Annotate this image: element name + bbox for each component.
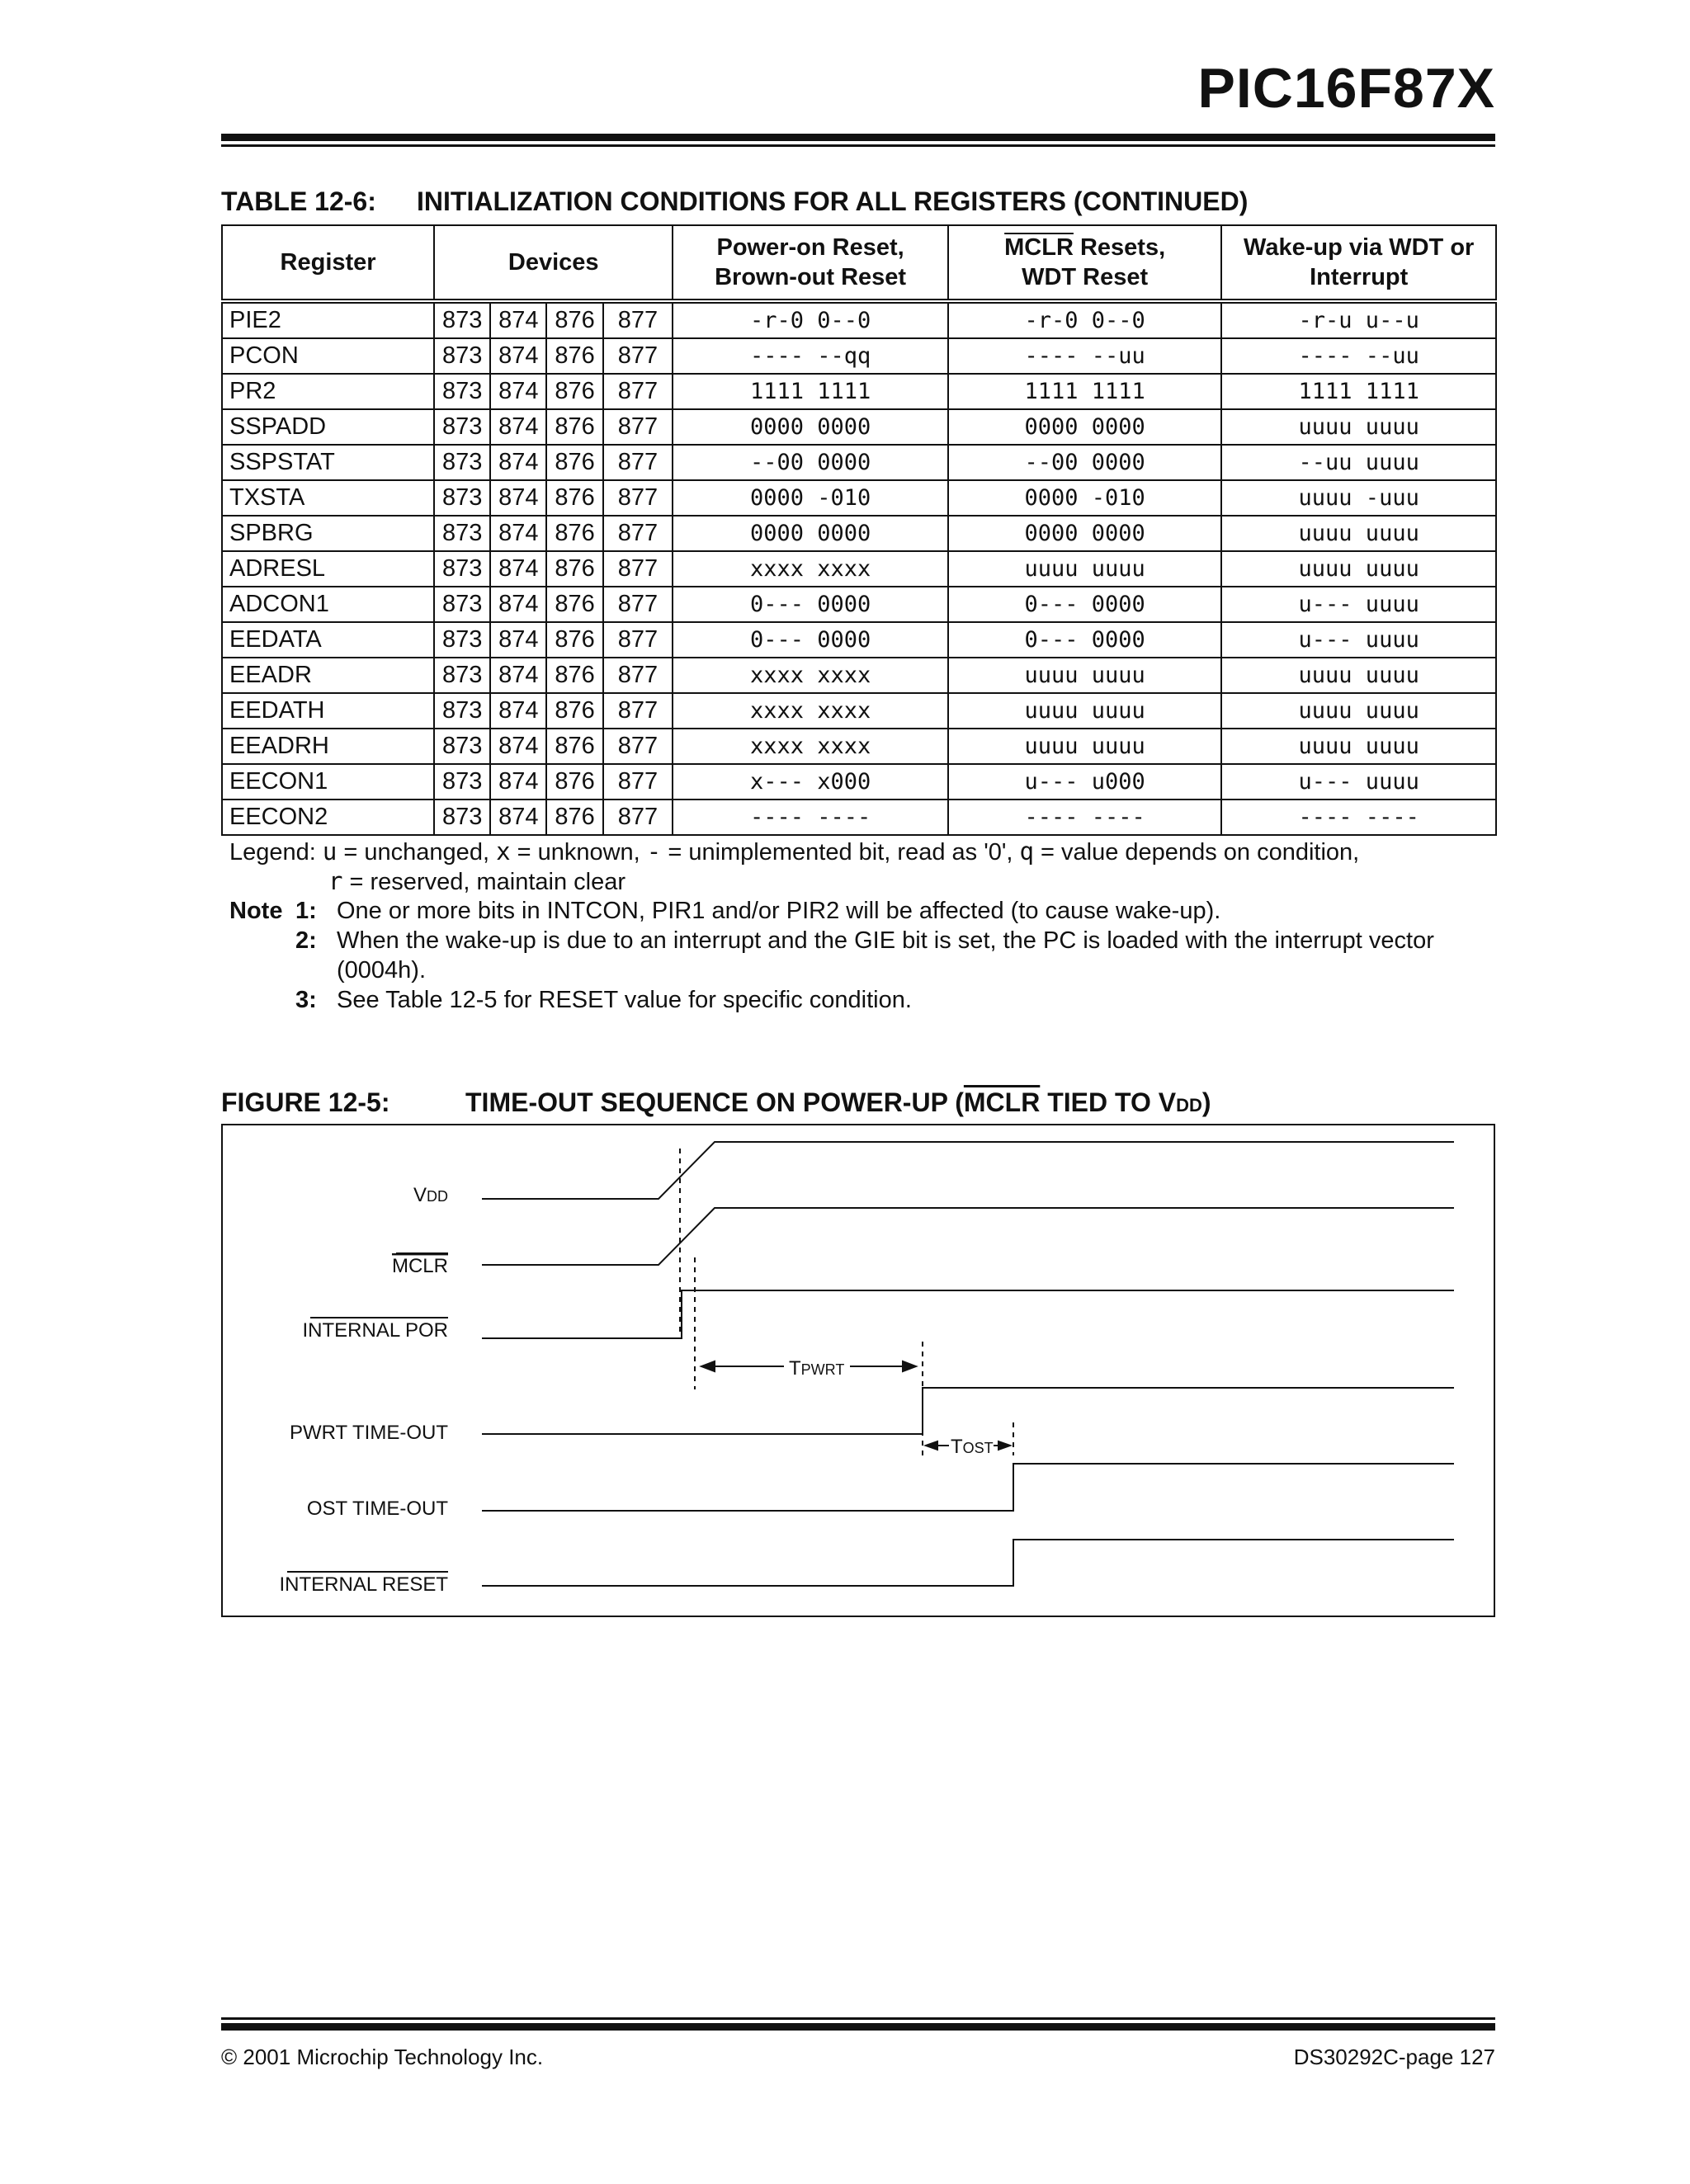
header-rule-thin (221, 144, 1495, 147)
col-mclr-word: MCLR (1004, 234, 1074, 261)
device-874: 874 (490, 729, 546, 764)
col-por-line1: Power-on Reset, (716, 234, 904, 261)
device-873: 873 (434, 622, 490, 658)
por-value: 0000 0000 (673, 516, 948, 551)
device-874: 874 (490, 409, 546, 445)
device-873: 873 (434, 338, 490, 374)
tpwrt-label: TPWRT (789, 1357, 845, 1380)
device-877: 877 (603, 516, 673, 551)
wake-value: 1111 1111 (1221, 374, 1496, 409)
legend-line-2 (328, 866, 625, 897)
wake-value: ---- ---- (1221, 800, 1496, 835)
figure-title-b: TIED TO V (1040, 1087, 1177, 1117)
device-877: 877 (603, 338, 673, 374)
footer-copyright: © 2001 Microchip Technology Inc. (221, 2045, 544, 2069)
device-874: 874 (490, 374, 546, 409)
device-876: 876 (546, 516, 602, 551)
mclr-value: --00 0000 (948, 445, 1222, 480)
device-873: 873 (434, 800, 490, 835)
label-internal-reset: INTERNAL RESET (279, 1573, 448, 1596)
device-877: 877 (603, 587, 673, 622)
footer-page-number: DS30292C-page 127 (1293, 2045, 1495, 2069)
wake-value: uuuu uuuu (1221, 693, 1496, 729)
label-internal-por: INTERNAL POR (302, 1319, 448, 1342)
device-877: 877 (603, 551, 673, 587)
tpwrt-left-arrow (701, 1361, 715, 1371)
figure-title-mclr: MCLR (963, 1087, 1041, 1117)
por-value: xxxx xxxx (673, 693, 948, 729)
device-873: 873 (434, 301, 490, 338)
wake-value: --uu uuuu (1221, 445, 1496, 480)
device-877: 877 (603, 693, 673, 729)
legend-u-symbol: u (322, 837, 338, 866)
mclr-value: 0--- 0000 (948, 587, 1222, 622)
footer-rule-thin (221, 2017, 1495, 2020)
device-877: 877 (603, 445, 673, 480)
mclr-value: uuuu uuuu (948, 693, 1222, 729)
internal-por-waveform (482, 1290, 1454, 1338)
por-value: 0000 0000 (673, 409, 948, 445)
wake-value: uuuu uuuu (1221, 729, 1496, 764)
device-873: 873 (434, 551, 490, 587)
legend-label: Legend: (229, 839, 316, 866)
device-873: 873 (434, 445, 490, 480)
figure-title-c: ) (1201, 1087, 1211, 1117)
figure-title-sub: DD (1176, 1095, 1202, 1116)
device-873: 873 (434, 693, 490, 729)
label-vdd: VDD (413, 1184, 448, 1206)
legend-q-text: = value depends on condition, (1041, 839, 1360, 866)
mclr-value: uuuu uuuu (948, 729, 1222, 764)
wake-value: u--- uuuu (1221, 764, 1496, 800)
device-873: 873 (434, 658, 490, 693)
por-value: x--- x000 (673, 764, 948, 800)
col-wake (1221, 225, 1496, 301)
footer-rule-thick-top (221, 2023, 1495, 2031)
por-value: --00 0000 (673, 445, 948, 480)
register-name: PR2 (222, 374, 434, 409)
device-874: 874 (490, 338, 546, 374)
wake-value: ---- --uu (1221, 338, 1496, 374)
table-row (222, 445, 1496, 480)
wake-value: u--- uuuu (1221, 587, 1496, 622)
wake-value: uuuu uuuu (1221, 658, 1496, 693)
label-ost-timeout: OST TIME-OUT (306, 1498, 448, 1520)
device-877: 877 (603, 764, 673, 800)
col-devices: Devices (434, 225, 673, 301)
register-name: EECON2 (222, 800, 434, 835)
mclr-waveform (482, 1208, 1454, 1265)
table-row (222, 693, 1496, 729)
note-3-text: See Table 12-5 for RESET value for specific condition. (337, 987, 912, 1013)
figure-title (465, 1087, 1211, 1118)
wake-value: uuuu -uuu (1221, 480, 1496, 516)
note-2-text-cont: (0004h). (337, 957, 427, 984)
por-value: ---- --qq (673, 338, 948, 374)
legend-r-symbol: r (328, 867, 343, 895)
device-874: 874 (490, 622, 546, 658)
device-876: 876 (546, 764, 602, 800)
mclr-value: u--- u000 (948, 764, 1222, 800)
device-874: 874 (490, 301, 546, 338)
register-table (221, 224, 1497, 836)
por-value: 0--- 0000 (673, 587, 948, 622)
label-pwrt-timeout: PWRT TIME-OUT (290, 1422, 448, 1444)
device-876: 876 (546, 480, 602, 516)
device-876: 876 (546, 693, 602, 729)
device-874: 874 (490, 445, 546, 480)
legend-x-text: = unknown, (517, 839, 640, 866)
mclr-value: ---- --uu (948, 338, 1222, 374)
legend-line-1 (229, 837, 1359, 867)
col-mclr (948, 225, 1222, 301)
register-name: EEDATA (222, 622, 434, 658)
mclr-value: 0000 0000 (948, 409, 1222, 445)
device-876: 876 (546, 301, 602, 338)
por-value: ---- ---- (673, 800, 948, 835)
register-name: TXSTA (222, 480, 434, 516)
table-label: TABLE 12-6: (221, 186, 376, 216)
device-873: 873 (434, 764, 490, 800)
col-mclr-line2: WDT Reset (1022, 264, 1149, 290)
table-row (222, 301, 1496, 338)
device-877: 877 (603, 729, 673, 764)
device-873: 873 (434, 480, 490, 516)
table-row (222, 729, 1496, 764)
document-title: PIC16F87X (1197, 57, 1495, 120)
col-wake-line2: Interrupt (1310, 264, 1409, 290)
device-876: 876 (546, 551, 602, 587)
por-value: 0000 -010 (673, 480, 948, 516)
register-name: PIE2 (222, 301, 434, 338)
timing-diagram (223, 1125, 1494, 1616)
device-877: 877 (603, 409, 673, 445)
legend-u-text: = unchanged, (343, 839, 489, 866)
device-877: 877 (603, 622, 673, 658)
register-name: EEADRH (222, 729, 434, 764)
por-value: xxxx xxxx (673, 658, 948, 693)
register-name: ADRESL (222, 551, 434, 587)
register-name: PCON (222, 338, 434, 374)
ost-waveform (482, 1464, 1454, 1511)
note-2-text: When the wake-up is due to an interrupt and the GIE bit is set, the PC is loaded with the interrupt vector (337, 927, 1434, 954)
por-value: 1111 1111 (673, 374, 948, 409)
mclr-value: 1111 1111 (948, 374, 1222, 409)
table-row (222, 622, 1496, 658)
note-3-number: 3: (295, 987, 317, 1013)
tost-left-arrow (926, 1441, 937, 1450)
device-877: 877 (603, 800, 673, 835)
pwrt-waveform (482, 1388, 1454, 1434)
note-1-text: One or more bits in INTCON, PIR1 and/or PIR2 will be affected (to cause wake-up). (337, 898, 1221, 924)
register-name: EECON1 (222, 764, 434, 800)
device-873: 873 (434, 516, 490, 551)
wake-value: uuuu uuuu (1221, 551, 1496, 587)
device-876: 876 (546, 409, 602, 445)
device-876: 876 (546, 374, 602, 409)
mclr-value: -r-0 0--0 (948, 301, 1222, 338)
tost-right-arrow (998, 1441, 1010, 1450)
mclr-value: 0--- 0000 (948, 622, 1222, 658)
internal-reset-waveform (482, 1540, 1454, 1586)
timing-diagram-frame (221, 1124, 1495, 1617)
por-value: -r-0 0--0 (673, 301, 948, 338)
por-value: xxxx xxxx (673, 729, 948, 764)
device-876: 876 (546, 658, 602, 693)
table-row (222, 658, 1496, 693)
note-2-number: 2: (295, 927, 317, 954)
device-874: 874 (490, 764, 546, 800)
device-874: 874 (490, 800, 546, 835)
device-876: 876 (546, 338, 602, 374)
table-row (222, 409, 1496, 445)
col-wake-line1: Wake-up via WDT or (1244, 234, 1475, 261)
device-876: 876 (546, 622, 602, 658)
legend-r-text: = reserved, maintain clear (349, 869, 625, 895)
register-name: SSPSTAT (222, 445, 434, 480)
device-877: 877 (603, 301, 673, 338)
register-name: SPBRG (222, 516, 434, 551)
wake-value: uuuu uuuu (1221, 516, 1496, 551)
table-header-row (222, 225, 1496, 301)
note-1-number: 1: (295, 898, 317, 924)
table-row (222, 374, 1496, 409)
table-row (222, 338, 1496, 374)
tost-label: TOST (951, 1436, 994, 1458)
table-row (222, 516, 1496, 551)
device-873: 873 (434, 587, 490, 622)
legend-q-symbol: q (1019, 837, 1034, 866)
device-874: 874 (490, 693, 546, 729)
table-row (222, 800, 1496, 835)
por-value: xxxx xxxx (673, 551, 948, 587)
device-876: 876 (546, 800, 602, 835)
device-877: 877 (603, 480, 673, 516)
table-row (222, 764, 1496, 800)
col-register: Register (222, 225, 434, 301)
col-mclr-rest: Resets, (1073, 234, 1166, 261)
legend-dash-text: = unimplemented bit, read as '0', (668, 839, 1013, 866)
device-873: 873 (434, 729, 490, 764)
register-name: ADCON1 (222, 587, 434, 622)
register-name: EEDATH (222, 693, 434, 729)
device-874: 874 (490, 551, 546, 587)
mclr-value: ---- ---- (948, 800, 1222, 835)
table-row (222, 480, 1496, 516)
col-por-line2: Brown-out Reset (715, 264, 907, 290)
por-value: 0--- 0000 (673, 622, 948, 658)
device-874: 874 (490, 587, 546, 622)
device-873: 873 (434, 409, 490, 445)
table-row (222, 587, 1496, 622)
legend-dash-symbol: - (646, 837, 662, 866)
device-876: 876 (546, 445, 602, 480)
register-name: SSPADD (222, 409, 434, 445)
table-title: INITIALIZATION CONDITIONS FOR ALL REGISTERS (CONTINUED) (417, 186, 1249, 216)
mclr-value: 0000 -010 (948, 480, 1222, 516)
mclr-value: uuuu uuuu (948, 658, 1222, 693)
wake-value: u--- uuuu (1221, 622, 1496, 658)
wake-value: -r-u u--u (1221, 301, 1496, 338)
header-rule-thick (221, 134, 1495, 141)
device-873: 873 (434, 374, 490, 409)
vdd-waveform (482, 1142, 1454, 1199)
figure-label: FIGURE 12-5: (221, 1087, 390, 1117)
device-876: 876 (546, 587, 602, 622)
legend-x-symbol: x (496, 837, 511, 866)
device-877: 877 (603, 374, 673, 409)
wake-value: uuuu uuuu (1221, 409, 1496, 445)
label-mclr: MCLR (391, 1255, 448, 1277)
figure-title-a: TIME-OUT SEQUENCE ON POWER-UP ( (465, 1087, 964, 1117)
device-874: 874 (490, 480, 546, 516)
table-row (222, 551, 1496, 587)
register-name: EEADR (222, 658, 434, 693)
col-por (673, 225, 948, 301)
mclr-value: 0000 0000 (948, 516, 1222, 551)
device-876: 876 (546, 729, 602, 764)
mclr-value: uuuu uuuu (948, 551, 1222, 587)
device-874: 874 (490, 658, 546, 693)
tpwrt-right-arrow (903, 1361, 916, 1371)
note-label: Note (229, 898, 283, 924)
device-877: 877 (603, 658, 673, 693)
device-874: 874 (490, 516, 546, 551)
